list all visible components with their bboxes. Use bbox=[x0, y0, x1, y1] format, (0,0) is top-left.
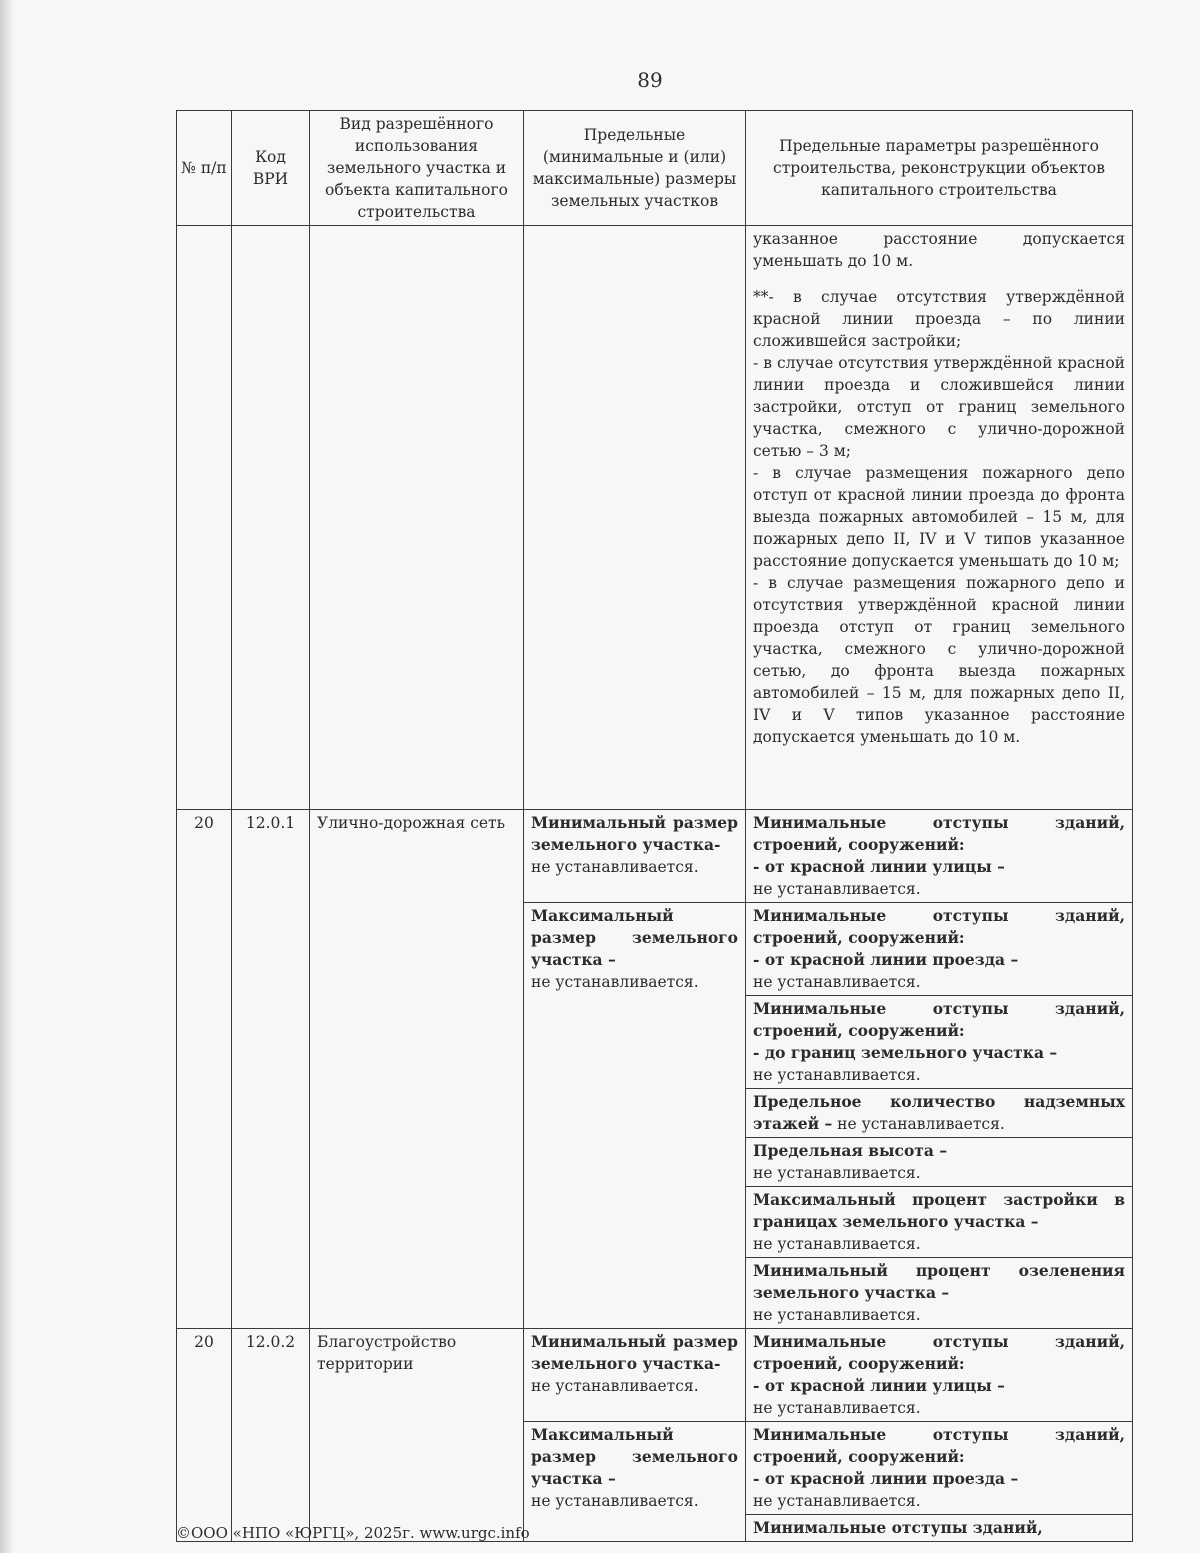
setback-sublabel: - от красной линии проезда – bbox=[753, 950, 1019, 969]
setback-sublabel: - от красной линии улицы – bbox=[753, 1376, 1005, 1395]
floors-value: не устанавливается. bbox=[832, 1115, 1005, 1133]
row-code: 12.0.2 bbox=[232, 1329, 310, 1542]
setback-red-line-drive bbox=[746, 903, 1133, 996]
setback-truncated bbox=[746, 1515, 1133, 1542]
setback-label: Минимальные отступы зданий, строений, сооружений: bbox=[753, 1425, 1125, 1466]
table-row bbox=[177, 1329, 1133, 1422]
header-plot-sizes: Предельные (минимальные и (или) максимальные) размеры земельных участков bbox=[524, 111, 746, 226]
continuation-text: - в случае размещения пожарного депо и отсутствия утверждённой красной линии проезда отступ от границ земельного участка, смежного с улично-дорожной сетью, до фронта выезда пожарных автомобилей – 15 м, для пожарных депо II, IV и V типов указанное расстояние допускается уменьшать до 10 м. bbox=[753, 574, 1125, 746]
min-plot-size-value: не устанавливается. bbox=[531, 1377, 699, 1395]
max-plot-size-label: Максимальный размер земельного участка – bbox=[531, 906, 738, 969]
setback-red-line-street bbox=[746, 810, 1133, 903]
max-plot-size-label: Максимальный размер земельного участка – bbox=[531, 1425, 738, 1488]
continuation-text: - в случае отсутствия утверждённой красной линии проезда и сложившейся линии застройки, отступ от границ земельного участка, смежного с улично-дорожной сетью – 3 м; bbox=[753, 354, 1125, 460]
max-plot-size bbox=[524, 903, 746, 1329]
table-row bbox=[177, 226, 1133, 810]
max-plot-size bbox=[524, 1422, 746, 1542]
setback-value: не устанавливается. bbox=[753, 1492, 921, 1510]
continuation-params-cell bbox=[746, 226, 1133, 810]
height-limit bbox=[746, 1138, 1133, 1187]
build-percent-label: Максимальный процент застройки в границах земельного участка – bbox=[753, 1190, 1125, 1231]
setback-sublabel: - от красной линии улицы – bbox=[753, 857, 1005, 876]
setback-value: не устанавливается. bbox=[753, 1066, 921, 1084]
setback-plot-border bbox=[746, 996, 1133, 1089]
setback-label: Минимальные отступы зданий, строений, сооружений: bbox=[753, 999, 1125, 1040]
continuation-text: - в случае размещения пожарного депо отступ от красной линии проезда до фронта выезда пожарных автомобилей – 15 м, для пожарных депо II, IV и V типов указанное расстояние допускается уменьшать до 10 м; bbox=[753, 464, 1125, 570]
header-number: № п/п bbox=[177, 111, 232, 226]
setback-red-line-street bbox=[746, 1329, 1133, 1422]
header-construction-params: Предельные параметры разрешённого строительства, реконструкции объектов капитального строительства bbox=[746, 111, 1133, 226]
min-plot-size-label: Минимальный размер земельного участка- bbox=[531, 813, 738, 854]
min-plot-size-value: не устанавливается. bbox=[531, 858, 699, 876]
scan-edge-shadow bbox=[0, 0, 14, 1553]
cell-empty bbox=[232, 226, 310, 810]
row-code: 12.0.1 bbox=[232, 810, 310, 1329]
setback-label: Минимальные отступы зданий, bbox=[753, 1518, 1043, 1537]
max-plot-size-value: не устанавливается. bbox=[531, 1492, 699, 1510]
setback-sublabel: - от красной линии проезда – bbox=[753, 1469, 1019, 1488]
setback-sublabel: - до границ земельного участка – bbox=[753, 1043, 1058, 1062]
green-percent-value: не устанавливается. bbox=[753, 1306, 921, 1324]
green-percent bbox=[746, 1258, 1133, 1329]
footer-copyright: ©ООО «НПО «ЮРГЦ», 2025г. www.urgc.info bbox=[176, 1524, 530, 1542]
header-usage-type: Вид разрешённого использования земельного участка и объекта капитального строительства bbox=[310, 111, 524, 226]
min-plot-size bbox=[524, 810, 746, 903]
setback-value: не устанавливается. bbox=[753, 880, 921, 898]
header-code: Код ВРИ bbox=[232, 111, 310, 226]
table-header-row bbox=[177, 111, 1133, 226]
green-percent-label: Минимальный процент озеленения земельного участка – bbox=[753, 1261, 1125, 1302]
row-number: 20 bbox=[177, 1329, 232, 1542]
max-plot-size-value: не устанавливается. bbox=[531, 973, 699, 991]
page-number: 89 bbox=[637, 68, 663, 92]
setback-value: не устанавливается. bbox=[753, 1399, 921, 1417]
setback-label: Минимальные отступы зданий, строений, сооружений: bbox=[753, 906, 1125, 947]
setback-value: не устанавливается. bbox=[753, 973, 921, 991]
floors-limit bbox=[746, 1089, 1133, 1138]
floors-label: Предельное количество надземных этажей – bbox=[753, 1092, 1125, 1133]
row-usage-name: Улично-дорожная сеть bbox=[310, 810, 524, 1329]
row-usage-name: Благоустройство территории bbox=[310, 1329, 524, 1542]
row-number: 20 bbox=[177, 810, 232, 1329]
height-value: не устанавливается. bbox=[753, 1164, 921, 1182]
continuation-text: указанное расстояние допускается уменьшать до 10 м. bbox=[753, 230, 1125, 270]
regulations-table bbox=[176, 110, 1133, 1542]
setback-label: Минимальные отступы зданий, строений, сооружений: bbox=[753, 1332, 1125, 1373]
setback-red-line-drive bbox=[746, 1422, 1133, 1515]
min-plot-size bbox=[524, 1329, 746, 1422]
cell-empty bbox=[310, 226, 524, 810]
continuation-text: **- в случае отсутствия утверждённой красной линии проезда – по линии сложившейся застройки; bbox=[753, 288, 1125, 350]
height-label: Предельная высота – bbox=[753, 1141, 948, 1160]
build-percent-value: не устанавливается. bbox=[753, 1235, 921, 1253]
cell-empty bbox=[177, 226, 232, 810]
cell-empty bbox=[524, 226, 746, 810]
table-row bbox=[177, 810, 1133, 903]
min-plot-size-label: Минимальный размер земельного участка- bbox=[531, 1332, 738, 1373]
build-percent bbox=[746, 1187, 1133, 1258]
setback-label: Минимальные отступы зданий, строений, сооружений: bbox=[753, 813, 1125, 854]
